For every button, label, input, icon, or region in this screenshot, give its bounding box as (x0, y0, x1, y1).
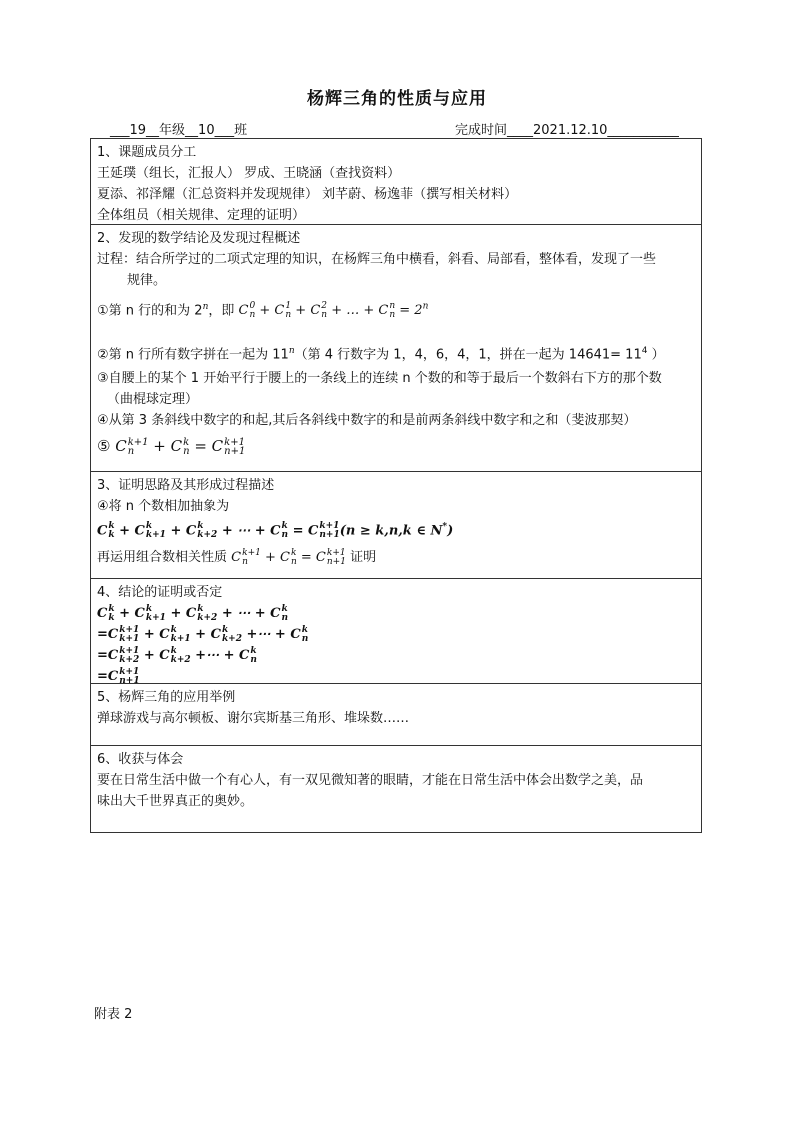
process-text-cont: 规律。 (127, 273, 167, 288)
report-table (90, 138, 702, 833)
finding-3-cont: （曲棍球定理） (107, 391, 199, 407)
section-applications (91, 683, 701, 745)
proof-idea-text: ④将 n 个数相加抽象为 (97, 499, 230, 514)
section-proof-idea (91, 471, 701, 578)
completion-time-line: 完成时间____2021.12.10___________ (455, 123, 679, 138)
section-members (91, 139, 701, 224)
grade-class-line: ___19__年级__10___班 (110, 123, 248, 138)
formula-pascal-identity: C k+1 n + C k n = C k+1 n+1 (115, 436, 246, 457)
reflection-text: 要在日常生活中做一个有心人，有一双见微知著的眼睛，才能在日常生活中体会出数学之美，品 (97, 773, 644, 788)
proof-idea-text-2: 再运用组合数相关性质 C k+1 n + C k n = C k+1 n+1 证明 (97, 547, 377, 567)
finding-4: ④从第 3 条斜线中数字的和起,其后各斜线中数字的和是前两条斜线中数字和之和（斐波那契） (97, 412, 637, 428)
process-text: 过程：结合所学过的二项式定理的知识，在杨辉三角中横看，斜看、局部看，整体看，发现了一些 (97, 252, 657, 267)
formula-hockey-stick: C k k + C k k+1 + C k k+2 + ⋯ + C k n = C k+1 n+1 (n ≥ k,n,k ∈ N*) (97, 520, 454, 540)
section-heading: 6、收获与体会 (97, 752, 184, 767)
section-reflections (91, 745, 701, 832)
reflection-text-cont: 味出大千世界真正的奥妙。 (97, 794, 254, 809)
member-line: 夏添、祁泽耀（汇总资料并发现规律） 刘芊蔚、杨逸菲（撰写相关材料） (97, 187, 518, 202)
proof-step-4: =C k+1 n+1 (97, 666, 140, 686)
page-title: 杨辉三角的性质与应用 (307, 89, 487, 109)
section-findings (91, 224, 701, 471)
member-line: 王延璞（组长，汇报人） 罗成、王晓涵（查找资料） (97, 166, 401, 181)
finding-1: ①第 n 行的和为 2$^n$，即 C 0 n + C 1 n + C 2 n + … + C n n = $2^n$ (97, 300, 429, 320)
section-proof (91, 578, 701, 686)
applications-text: 弹球游戏与高尔顿板、谢尔宾斯基三角形、堆垛数…… (97, 711, 410, 726)
appendix-label: 附表 2 (94, 1007, 133, 1022)
finding-5: ⑤ C k+1 n + C k n = C k+1 n+1 (97, 436, 246, 457)
proof-step-1: C k k + C k k+1 + C k k+2 + ⋯ + C k n (97, 603, 289, 623)
member-line: 全体组员（相关规律、定理的证明） (97, 208, 306, 223)
section-heading: 1、课题成员分工 (97, 145, 197, 160)
section-heading: 5、杨辉三角的应用举例 (97, 690, 236, 705)
finding-2: ②第 n 行所有数字拼在一起为 11$^n$（第 4 行数字为 1，4，6，4，1，拼在一起为 $14641= 11^4$ ） (97, 346, 665, 363)
section-heading: 2、发现的数学结论及发现过程概述 (97, 231, 301, 246)
section-heading: 3、证明思路及其形成过程描述 (97, 478, 275, 493)
proof-step-2: =C k+1 k+1 + C k k+1 + C k k+2 +⋯ + C k n (97, 624, 309, 644)
proof-step-3: =C k+1 k+2 + C k k+2 +⋯ + C k n (97, 645, 257, 665)
formula-row-sum: C 0 n + C 1 n + C 2 n + … + C n n = $2^n$ (238, 300, 429, 320)
section-heading: 4、结论的证明或否定 (97, 585, 223, 600)
finding-3: ③自腰上的某个 1 开始平行于腰上的一条线上的连续 n 个数的和等于最后一个数斜右下方的那个数 (97, 370, 662, 386)
